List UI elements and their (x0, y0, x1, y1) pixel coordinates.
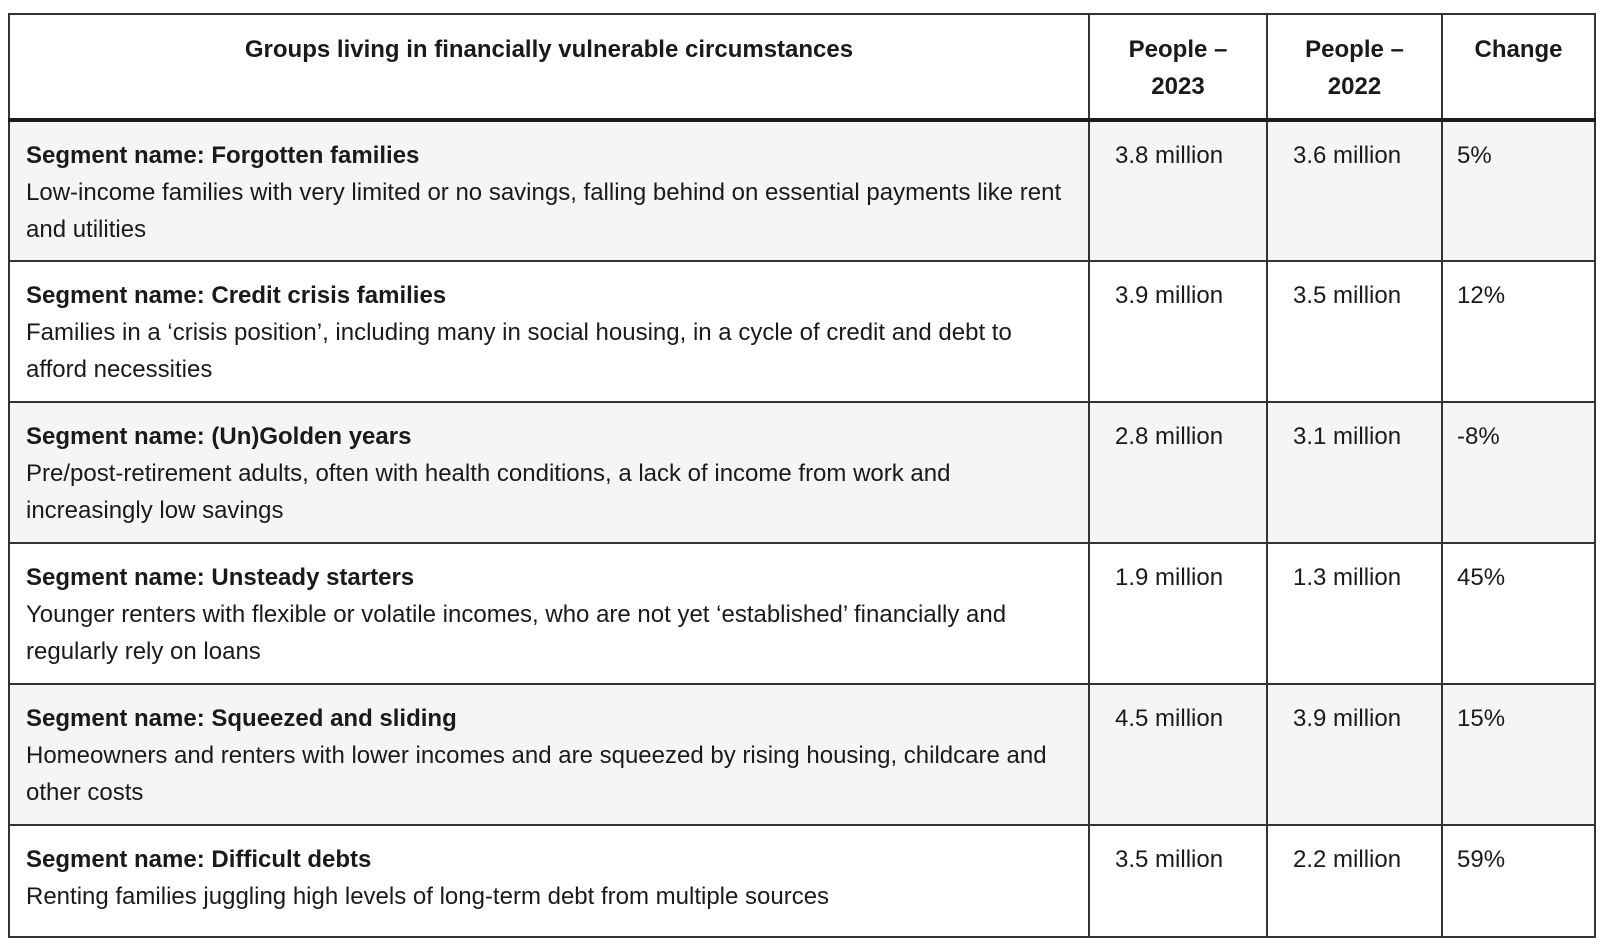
header-change: Change (1442, 14, 1595, 120)
header-people-2022 (1267, 14, 1442, 120)
people-2022-value: 3.5 million (1267, 261, 1442, 402)
row-forgotten-families (9, 120, 1595, 261)
segment-cell (9, 825, 1089, 937)
people-2023-value: 3.8 million (1089, 120, 1267, 261)
change-value: 12% (1442, 261, 1595, 402)
segment-description: Renting families juggling high levels of long-term debt from multiple sources (26, 883, 830, 910)
segment-description: Younger renters with flexible or volatile incomes, who are not yet ‘established’ financially and regularly rely on loans (26, 601, 1007, 665)
segment-title: Segment name: Squeezed and sliding (26, 705, 457, 732)
segment-cell (9, 402, 1089, 543)
row-difficult-debts (9, 825, 1595, 937)
segment-title: Segment name: Unsteady starters (26, 564, 415, 591)
people-2022-value: 3.1 million (1267, 402, 1442, 543)
segment-description: Homeowners and renters with lower incomes and are squeezed by rising housing, childcare and other costs (26, 742, 1047, 806)
change-value: -8% (1442, 402, 1595, 543)
row-squeezed-and-sliding (9, 684, 1595, 825)
row-credit-crisis-families (9, 261, 1595, 402)
header-people-2022-line1: People – (1305, 36, 1404, 63)
people-2023-value: 3.9 million (1089, 261, 1267, 402)
vulnerable-groups-table (8, 13, 1596, 938)
change-value: 15% (1442, 684, 1595, 825)
change-value: 59% (1442, 825, 1595, 937)
people-2022-value: 1.3 million (1267, 543, 1442, 684)
change-value: 45% (1442, 543, 1595, 684)
segment-cell (9, 261, 1089, 402)
people-2022-value: 3.6 million (1267, 120, 1442, 261)
change-value: 5% (1442, 120, 1595, 261)
header-people-2023 (1089, 14, 1267, 120)
people-2023-value: 4.5 million (1089, 684, 1267, 825)
segment-cell (9, 120, 1089, 261)
row-unsteady-starters (9, 543, 1595, 684)
header-row (9, 14, 1595, 120)
segment-description: Low-income families with very limited or no savings, falling behind on essential payments like rent and utilities (26, 179, 1062, 243)
segment-description: Pre/post-retirement adults, often with health conditions, a lack of income from work and increasingly low savings (26, 460, 951, 524)
people-2023-value: 1.9 million (1089, 543, 1267, 684)
people-2023-value: 3.5 million (1089, 825, 1267, 937)
row-ungolden-years (9, 402, 1595, 543)
header-people-2023-line2: 2023 (1151, 73, 1205, 100)
segment-title: Segment name: Difficult debts (26, 846, 372, 873)
header-people-2022-line2: 2022 (1327, 73, 1382, 100)
segment-cell (9, 684, 1089, 825)
segment-title: Segment name: (Un)Golden years (26, 423, 412, 450)
segment-description: Families in a ‘crisis position’, including many in social housing, in a cycle of credit and debt to afford necessities (26, 319, 1012, 383)
header-people-2023-line1: People – (1128, 36, 1228, 63)
segment-title: Segment name: Credit crisis families (26, 282, 447, 309)
segment-cell (9, 543, 1089, 684)
people-2022-value: 2.2 million (1267, 825, 1442, 937)
segment-title: Segment name: Forgotten families (26, 142, 420, 169)
header-groups: Groups living in financially vulnerable circumstances (9, 14, 1089, 120)
people-2023-value: 2.8 million (1089, 402, 1267, 543)
people-2022-value: 3.9 million (1267, 684, 1442, 825)
